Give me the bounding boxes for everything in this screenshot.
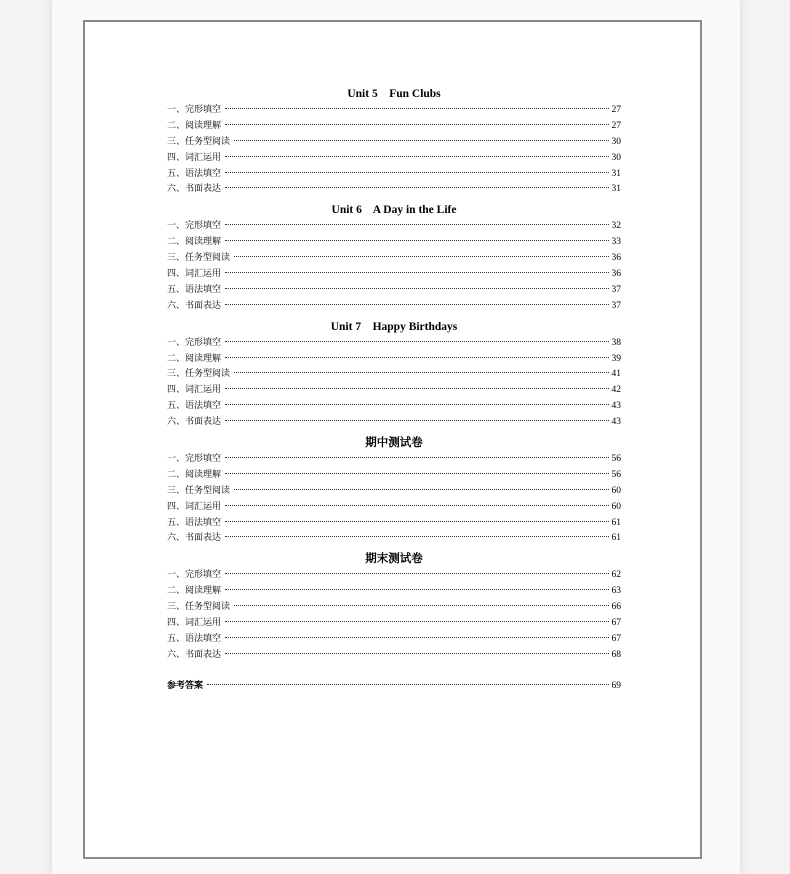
toc-entry <box>167 251 621 267</box>
entry-page-number: 36 <box>611 269 621 280</box>
toc-entry <box>167 399 621 415</box>
dot-leader <box>225 156 608 157</box>
entry-page-number: 61 <box>611 533 621 544</box>
entry-page-number: 43 <box>611 417 621 428</box>
section-title: 期末测试卷 <box>365 553 423 566</box>
dot-leader <box>225 108 608 109</box>
entry-page-number: 41 <box>611 369 621 380</box>
entry-page-number: 27 <box>611 105 621 115</box>
entry-page-number: 32 <box>611 221 621 232</box>
dot-leader <box>225 272 608 273</box>
entry-label: 六、书面表达 <box>167 649 222 660</box>
section-title: Unit 7 Happy Birthdays <box>330 320 458 333</box>
entry-label: 四、词汇运用 <box>167 618 222 629</box>
entry-page-number: 37 <box>611 284 621 295</box>
entry-label: 三、任务型阅读 <box>167 602 231 613</box>
toc-entry <box>167 484 621 500</box>
dot-leader <box>225 288 608 289</box>
toc-entry <box>167 336 621 352</box>
dot-leader <box>225 404 608 405</box>
dot-leader <box>225 124 608 125</box>
dot-leader <box>225 420 608 421</box>
entry-label: 五、语法填空 <box>167 401 222 412</box>
toc-entry <box>167 600 621 616</box>
toc-entry <box>167 531 621 547</box>
toc-entry <box>167 500 621 516</box>
entry-label: 四、词汇运用 <box>167 385 222 396</box>
dot-leader <box>234 256 608 257</box>
toc-entry <box>167 648 621 664</box>
entry-label: 二、阅读理解 <box>167 353 222 364</box>
section-title: 期中测试卷 <box>365 437 423 450</box>
entry-label: 五、语法填空 <box>167 517 222 528</box>
dot-leader <box>234 372 608 373</box>
toc-entry <box>167 283 621 299</box>
dot-leader <box>225 172 608 173</box>
toc-entry <box>167 352 621 368</box>
dot-leader <box>225 187 608 188</box>
entry-page-number: 56 <box>611 454 621 465</box>
entry-page-number: 62 <box>611 570 621 581</box>
toc-section <box>167 318 621 431</box>
toc-entry <box>167 415 621 431</box>
dot-leader <box>225 224 608 225</box>
entry-page-number: 60 <box>611 485 621 496</box>
toc-entry <box>167 616 621 632</box>
entry-page-number: 68 <box>611 649 621 660</box>
toc-entry <box>167 516 621 532</box>
entry-label: 六、书面表达 <box>167 300 222 311</box>
toc-section <box>167 434 621 547</box>
entry-label: 五、语法填空 <box>167 284 222 295</box>
entry-page-number: 67 <box>611 633 621 644</box>
entry-page-number: 30 <box>611 152 621 163</box>
entry-page-number: 31 <box>611 168 621 179</box>
entry-label: 六、书面表达 <box>167 417 222 428</box>
toc-entry <box>167 468 621 484</box>
entry-label: 一、完形填空 <box>167 570 222 581</box>
toc-entry <box>167 235 621 251</box>
dot-leader <box>225 388 608 389</box>
toc-entry <box>167 135 621 151</box>
entry-label: 六、书面表达 <box>167 533 222 544</box>
toc-entry <box>167 383 621 399</box>
toc-entry-answers <box>167 679 621 695</box>
dot-leader <box>225 473 608 474</box>
dot-leader <box>225 304 608 305</box>
toc-entry <box>167 367 621 383</box>
dot-leader <box>207 684 608 685</box>
entry-label: 三、任务型阅读 <box>167 136 231 147</box>
entry-page-number: 67 <box>611 618 621 629</box>
toc-entry <box>167 299 621 315</box>
toc-section <box>167 201 621 314</box>
entry-page-number: 39 <box>611 353 621 364</box>
dot-leader <box>225 457 608 458</box>
toc-entry <box>167 219 621 235</box>
dot-leader <box>225 653 608 654</box>
dot-leader <box>234 140 608 141</box>
entry-label: 三、任务型阅读 <box>167 485 231 496</box>
section-title: Unit 5 Fun Clubs <box>347 88 441 100</box>
entry-page-number: 43 <box>611 401 621 412</box>
dot-leader <box>234 489 608 490</box>
entry-label: 三、任务型阅读 <box>167 369 231 380</box>
dot-leader <box>225 573 608 574</box>
entry-page-number: 30 <box>611 136 621 147</box>
toc-entry <box>167 167 621 183</box>
entry-label: 三、任务型阅读 <box>167 253 231 264</box>
entry-page-number: 36 <box>611 253 621 264</box>
dot-leader <box>225 240 608 241</box>
dot-leader <box>225 536 608 537</box>
toc-section <box>167 85 621 198</box>
entry-page-number: 27 <box>611 120 621 131</box>
entry-page-number: 37 <box>611 300 621 311</box>
entry-label: 六、书面表达 <box>167 184 222 195</box>
entry-label: 四、词汇运用 <box>167 152 222 163</box>
entry-label: 二、阅读理解 <box>167 586 222 597</box>
toc-entry <box>167 632 621 648</box>
toc-entry <box>167 182 621 198</box>
toc-entry <box>167 151 621 167</box>
entry-page-number: 66 <box>611 602 621 613</box>
entry-page-number: 63 <box>611 586 621 597</box>
entry-page-number: 42 <box>611 385 621 396</box>
entry-page-number: 33 <box>611 237 621 248</box>
entry-page-number: 56 <box>611 469 621 480</box>
dot-leader <box>225 505 608 506</box>
dot-leader <box>225 521 608 522</box>
entry-label: 五、语法填空 <box>167 168 222 179</box>
answers-page-number: 69 <box>611 680 621 691</box>
entry-label: 四、词汇运用 <box>167 501 222 512</box>
toc-entry <box>167 452 621 468</box>
section-title: Unit 6 A Day in the Life <box>331 204 457 217</box>
toc-section <box>167 550 621 663</box>
toc-entry <box>167 568 621 584</box>
dot-leader <box>225 637 608 638</box>
answers-label: 参考答案 <box>167 680 204 691</box>
entry-page-number: 38 <box>611 337 621 348</box>
document-page <box>83 20 702 859</box>
toc-entry <box>167 584 621 600</box>
entry-page-number: 31 <box>611 184 621 195</box>
dot-leader <box>234 605 608 606</box>
dot-leader <box>225 589 608 590</box>
toc-entry <box>167 267 621 283</box>
entry-label: 四、词汇运用 <box>167 269 222 280</box>
toc-entry <box>167 119 621 135</box>
entry-label: 一、完形填空 <box>167 105 222 115</box>
entry-page-number: 61 <box>611 517 621 528</box>
entry-label: 一、完形填空 <box>167 221 222 232</box>
table-of-contents <box>167 82 621 695</box>
dot-leader <box>225 621 608 622</box>
entry-label: 一、完形填空 <box>167 337 222 348</box>
entry-label: 一、完形填空 <box>167 454 222 465</box>
dot-leader <box>225 341 608 342</box>
entry-label: 二、阅读理解 <box>167 469 222 480</box>
entry-page-number: 60 <box>611 501 621 512</box>
entry-label: 五、语法填空 <box>167 633 222 644</box>
entry-label: 二、阅读理解 <box>167 120 222 131</box>
toc-entry <box>167 103 621 119</box>
entry-label: 二、阅读理解 <box>167 237 222 248</box>
dot-leader <box>225 357 608 358</box>
